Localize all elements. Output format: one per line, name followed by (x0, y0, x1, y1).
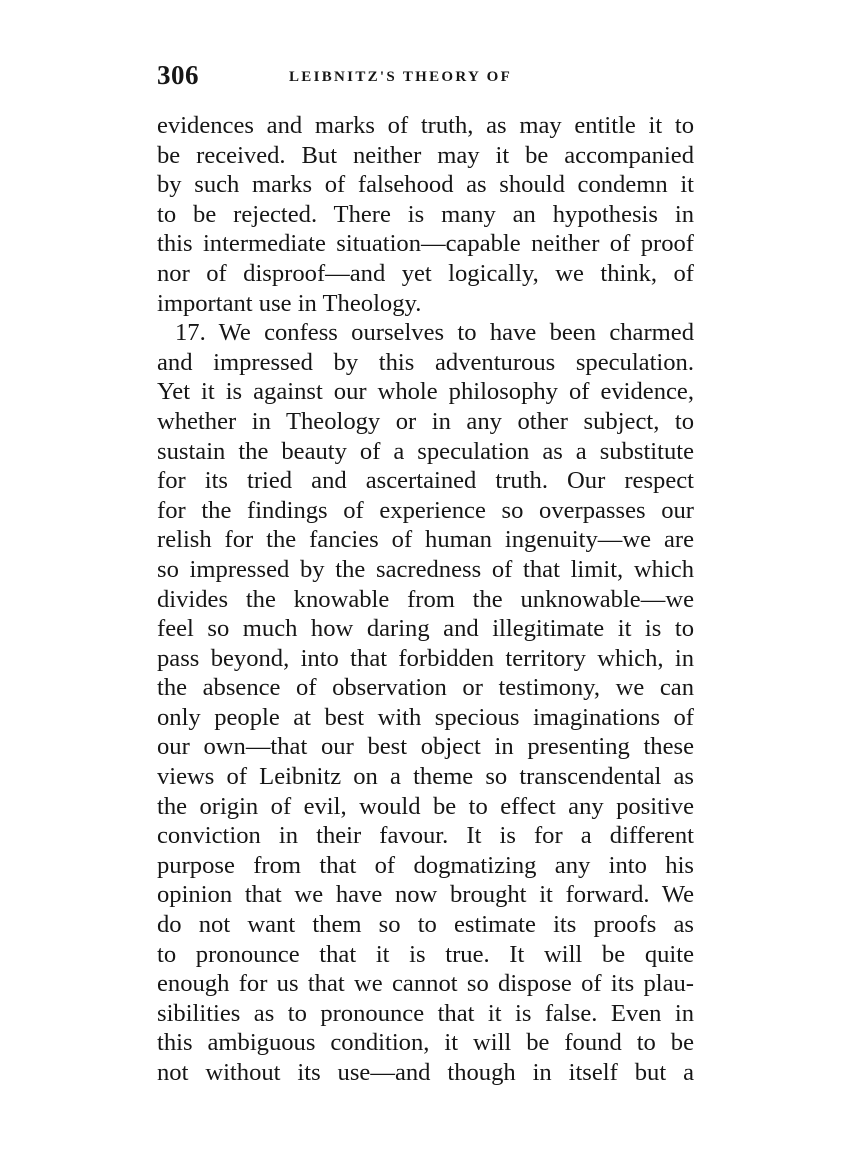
text-line: pass beyond, into that forbidden territory which, in (157, 644, 694, 672)
text-line: so impressed by the sacredness of that limit, which (157, 555, 694, 583)
text-line: our own—that our best object in presenting these (157, 733, 694, 761)
text-line: not without its use—and though in itself but a (157, 1059, 694, 1086)
text-line: be received. But neither may it be accompanied (157, 141, 694, 169)
body-text (157, 111, 694, 1088)
running-head: LEIBNITZ'S THEORY OF (289, 69, 513, 85)
text-line: whether in Theology or in any other subject, to (157, 407, 694, 435)
page-header (157, 58, 697, 94)
paragraph-start-line: 17. We confess ourselves to have been charmed (175, 319, 694, 347)
text-line: to be rejected. There is many an hypothesis in (157, 200, 694, 228)
text-line: and impressed by this adventurous speculation. (157, 348, 694, 376)
text-line: the absence of observation or testimony, we can (157, 674, 694, 702)
text-line: for the findings of experience so overpasses our (157, 496, 694, 524)
text-line: sibilities as to pronounce that it is false. Even in (157, 999, 694, 1027)
text-line: sustain the beauty of a speculation as a substitute (157, 437, 694, 465)
text-line: enough for us that we cannot so dispose of its plau- (157, 970, 694, 998)
text-line: relish for the fancies of human ingenuity—we are (157, 526, 694, 554)
text-line: conviction in their favour. It is for a different (157, 822, 694, 850)
page-number: 306 (157, 60, 199, 90)
text-line: important use in Theology. (157, 289, 422, 317)
text-line: only people at best with specious imaginations of (157, 703, 694, 731)
text-line: this ambiguous condition, it will be found to be (157, 1029, 694, 1057)
text-line: views of Leibnitz on a theme so transcendental as (157, 763, 694, 791)
text-line: to pronounce that it is true. It will be quite (157, 940, 694, 968)
text-line: the origin of evil, would be to effect any positive (157, 792, 694, 820)
text-line: Yet it is against our whole philosophy of evidence, (157, 378, 694, 406)
text-line: nor of disproof—and yet logically, we think, of (157, 259, 694, 287)
text-line: do not want them so to estimate its proofs as (157, 911, 694, 939)
text-line: this intermediate situation—capable neither of proof (157, 230, 694, 258)
text-line: feel so much how daring and illegitimate it is to (157, 615, 694, 643)
text-line: opinion that we have now brought it forward. We (157, 881, 694, 909)
text-line: by such marks of falsehood as should condemn it (157, 171, 694, 199)
text-line: for its tried and ascertained truth. Our respect (157, 467, 694, 495)
text-line: evidences and marks of truth, as may entitle it to (157, 112, 694, 139)
text-line: divides the knowable from the unknowable—we (157, 585, 694, 613)
text-line: purpose from that of dogmatizing any into his (157, 851, 694, 879)
